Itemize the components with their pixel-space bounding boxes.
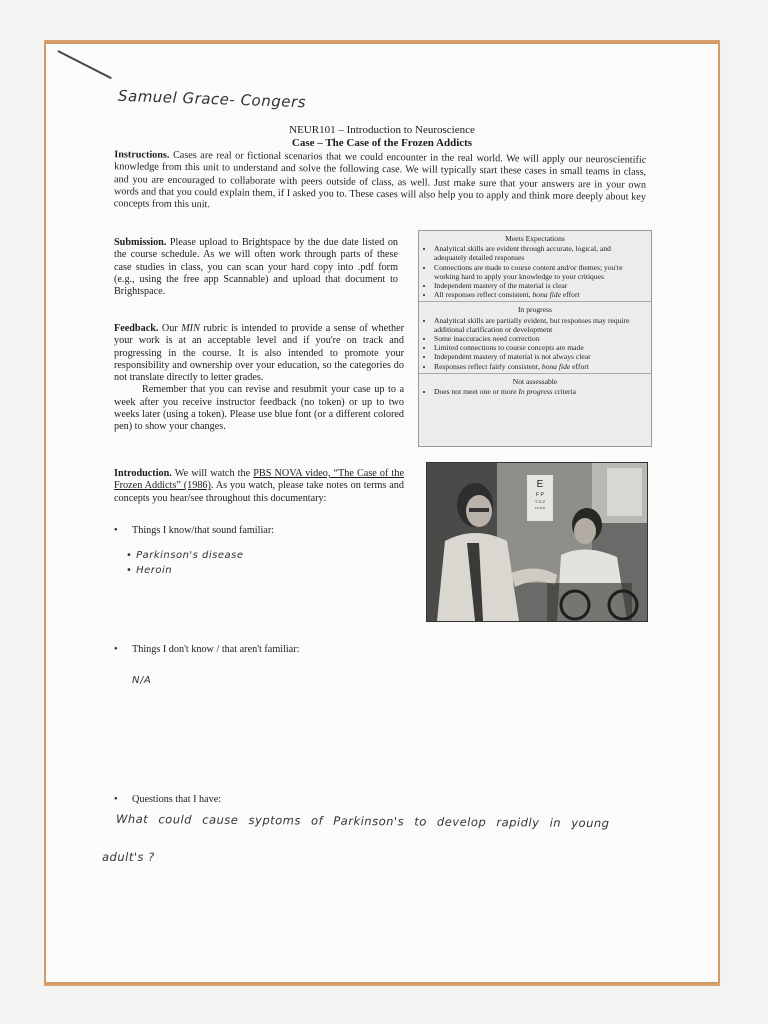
rubric-italic: bona fide <box>541 361 571 371</box>
instructions-paragraph <box>114 149 647 216</box>
handwritten-name: Samuel Grace- Congers <box>117 86 307 112</box>
rubric-item <box>434 290 645 299</box>
handwritten-answer: • Parkinson's disease <box>126 550 244 561</box>
rubric-item: • Independent mastery of material is not always clear <box>434 352 645 361</box>
rubric-text: effort <box>572 361 589 371</box>
rubric-item <box>434 362 645 371</box>
documentary-photo <box>426 462 648 622</box>
submission-paragraph <box>114 237 398 298</box>
course-code-line: NEUR101 – Introduction to Neuroscience <box>289 124 475 136</box>
introduction-label: Introduction. <box>114 468 172 479</box>
feedback-paragraph <box>114 323 404 434</box>
rubric-italic: In progress <box>518 387 553 397</box>
introduction-paragraph <box>114 468 404 505</box>
rubric-item <box>434 387 645 396</box>
rubric-text: All responses reflect consistent, <box>434 290 531 300</box>
feedback-label: Feedback. <box>114 323 159 334</box>
rubric-text: criteria <box>554 387 577 397</box>
submission-text: Please upload to Brightspace by the due date listed on the course schedule. As we will often work through parts of these case studies in class, you can scan your hard copy into .pdf form (e.g., using the free app Scannable) and upload that document to Brightspace. <box>114 237 399 298</box>
rubric-not-title: Not assessable <box>512 376 558 386</box>
eye-chart-row: E <box>536 479 544 490</box>
rubric-item: • Connections are made to course content and/or themes; you're working hard to apply your knowledge to your critiques <box>434 263 645 281</box>
eye-chart-row: F P <box>536 492 544 498</box>
feedback-text-2: Remember that you can revise and resubmit your case up to a week after you receive instructor feedback (no token) or up to two weeks later (using a token). Please use blue font (or a different colored pen) to show your changes. <box>114 384 404 433</box>
rubric-table <box>418 230 652 447</box>
rubric-progress <box>419 302 651 373</box>
introduction-text-a: We will watch the <box>174 468 251 479</box>
handwritten-question: What could cause syptoms of Parkinson's to develop rapidly in young <box>115 811 610 831</box>
feedback-min: MIN <box>181 323 200 334</box>
feedback-text-a: Our <box>161 323 178 334</box>
rubric-item: • Analytical skills are partially evident, but responses may require additional clarification or development <box>434 316 645 334</box>
submission-label: Submission. <box>114 237 167 248</box>
introduction-text-b: . As you watch, please take notes on terms and concepts you hear/see throughout this documentary: <box>114 480 404 504</box>
pen-mark <box>58 50 112 79</box>
eye-chart-row: T O Z <box>534 499 546 504</box>
case-title: Case – The Case of the Frozen Addicts <box>291 137 473 149</box>
rubric-not-assessable <box>419 374 651 398</box>
rubric-item: • Analytical skills are evident through accurate, logical, and adequately detailed responses <box>434 244 645 262</box>
handwritten-answer: N/A <box>132 675 152 686</box>
rubric-meets <box>419 231 651 302</box>
handwritten-question: adult's ? <box>102 850 155 864</box>
rubric-progress-title: In progress <box>518 305 552 315</box>
familiar-label: Things I know/that sound familiar: <box>132 525 275 536</box>
rubric-item: • Limited connections to course concepts are made <box>434 343 645 352</box>
rubric-item: • Independent mastery of the material is clear <box>434 281 645 290</box>
rubric-text: Responses reflect fairly consistent, <box>434 361 540 371</box>
photo-illustration <box>427 463 647 621</box>
worksheet-page <box>46 44 718 982</box>
rubric-item: • Some inaccuracies need correction <box>434 334 645 343</box>
rubric-italic: bona fide <box>532 290 561 300</box>
rubric-meets-title: Meets Expectations <box>505 234 565 243</box>
rubric-text: Does not meet one or more <box>434 387 517 397</box>
questions-label: Questions that I have: <box>132 794 222 805</box>
rubric-text: effort <box>562 290 580 300</box>
handwritten-answer: • Heroin <box>126 565 173 576</box>
instructions-text: Cases are real or fictional scenarios that we could encounter in the real world. We will apply our neuroscientific knowledge from this unit to understand and solve the following case. We will typically start these cases in small teams in class, and you are encouraged to collaborate with peers outside of class, as well. Just make sure that your answers are in your own words and that you could explain them, if I asked you to. These cases will also help you to apply and think more deeply about key concepts from this unit. <box>113 149 647 211</box>
familiar-prompt: • Things I know/that sound familiar: <box>114 525 275 536</box>
unfamiliar-prompt: • Things I don't know / that aren't familiar: <box>114 644 300 655</box>
document-title <box>46 124 718 150</box>
unfamiliar-label: Things I don't know / that aren't familiar: <box>132 644 300 655</box>
instructions-label: Instructions. <box>114 149 170 161</box>
questions-prompt: • Questions that I have: <box>114 794 222 805</box>
video-link[interactable]: PBS NOVA video, “The Case of the Frozen Addicts” (1986) <box>114 468 404 492</box>
eye-chart-row: L P E D <box>534 506 546 510</box>
feedback-text-b: rubric is intended to provide a sense of whether your work is at an acceptable level and if you're on track and progressing in the course. It is also intended to promote your responsibility and ownership over your education, so the categories do not translate directly to letter grades. <box>114 323 405 384</box>
